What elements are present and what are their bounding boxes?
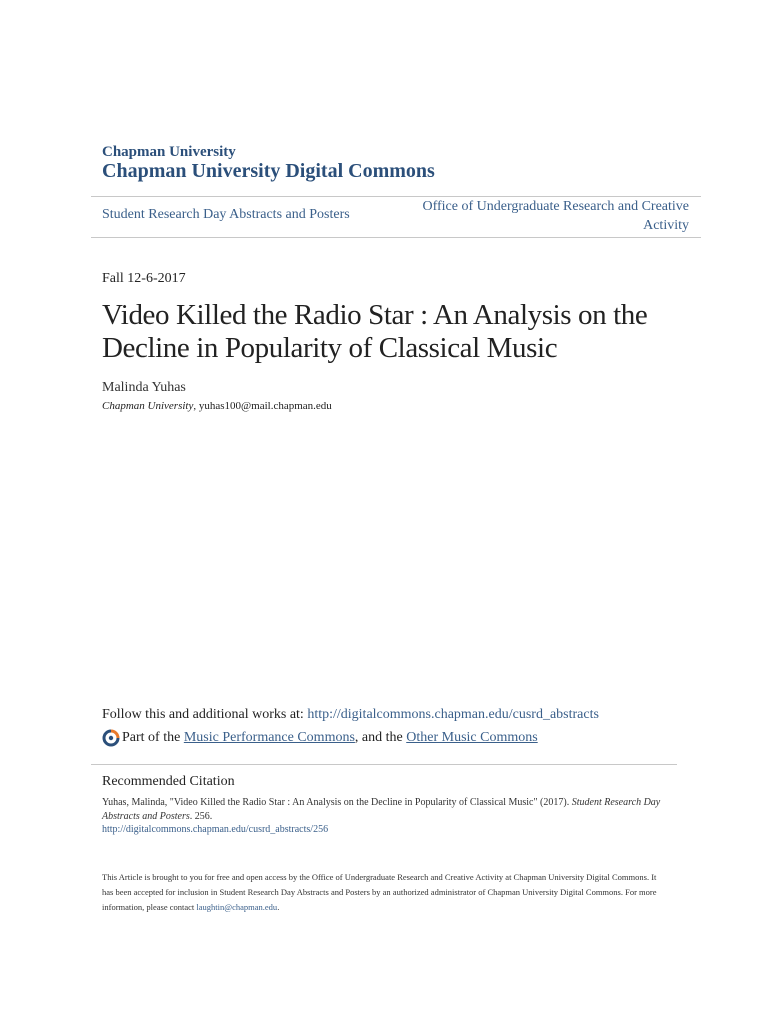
follow-prefix: Follow this and additional works at: bbox=[102, 707, 308, 722]
citation-journal: Student Research Day Abstracts and Posters bbox=[102, 797, 661, 822]
other-music-commons-link[interactable]: Other Music Commons bbox=[406, 730, 538, 745]
notice-text: This Article is brought to you for free and open access by the Office of Undergraduate Research and Creative Activity at Chapman University Digital Commons. It has been accepted for inclusion in Student Research Day Abstracts and Posters by an authorized administrator of Chapman University Digital Commons. For more information, please contact bbox=[102, 872, 657, 912]
author-affiliation bbox=[102, 400, 332, 412]
affiliation-separator: , bbox=[193, 400, 199, 412]
follow-url-link[interactable]: http://digitalcommons.chapman.edu/cusrd_abstracts bbox=[307, 707, 599, 722]
contact-email-link[interactable]: laughtin@chapman.edu bbox=[196, 902, 278, 912]
affiliation-institution: Chapman University bbox=[102, 400, 194, 412]
notice-end: . bbox=[277, 902, 280, 912]
part-of-line bbox=[102, 729, 538, 747]
repository-name[interactable]: Chapman University Digital Commons bbox=[102, 160, 435, 182]
publication-date: Fall 12-6-2017 bbox=[102, 271, 186, 286]
bepress-commons-icon bbox=[102, 729, 120, 747]
citation-body: Yuhas, Malinda, "Video Killed the Radio Star : An Analysis on the Decline in Popularity of Classical Music" (2017). bbox=[102, 797, 572, 808]
citation-url-link[interactable]: http://digitalcommons.chapman.edu/cusrd_abstracts/256 bbox=[102, 824, 329, 835]
office-link[interactable]: Office of Undergraduate Research and Creative Activity bbox=[422, 199, 689, 233]
partof-middle: , and the bbox=[354, 730, 403, 745]
author-email: yuhas100@mail.chapman.edu bbox=[198, 400, 332, 412]
partof-prefix: Part of the bbox=[122, 730, 181, 745]
article-title: Video Killed the Radio Star : An Analysis on the Decline in Popularity of Classical Music bbox=[102, 299, 648, 364]
citation-text bbox=[102, 796, 672, 824]
citation-rule bbox=[91, 764, 677, 765]
header-bottom-rule bbox=[91, 237, 701, 238]
citation-number: . 256. bbox=[189, 811, 213, 822]
access-notice bbox=[102, 870, 662, 915]
institution-name[interactable]: Chapman University bbox=[102, 144, 236, 160]
follow-line bbox=[102, 707, 599, 723]
author-name: Malinda Yuhas bbox=[102, 380, 186, 395]
music-performance-commons-link[interactable]: Music Performance Commons bbox=[183, 730, 355, 745]
recommended-citation-heading: Recommended Citation bbox=[102, 774, 235, 789]
series-link[interactable]: Student Research Day Abstracts and Posters bbox=[102, 207, 350, 222]
